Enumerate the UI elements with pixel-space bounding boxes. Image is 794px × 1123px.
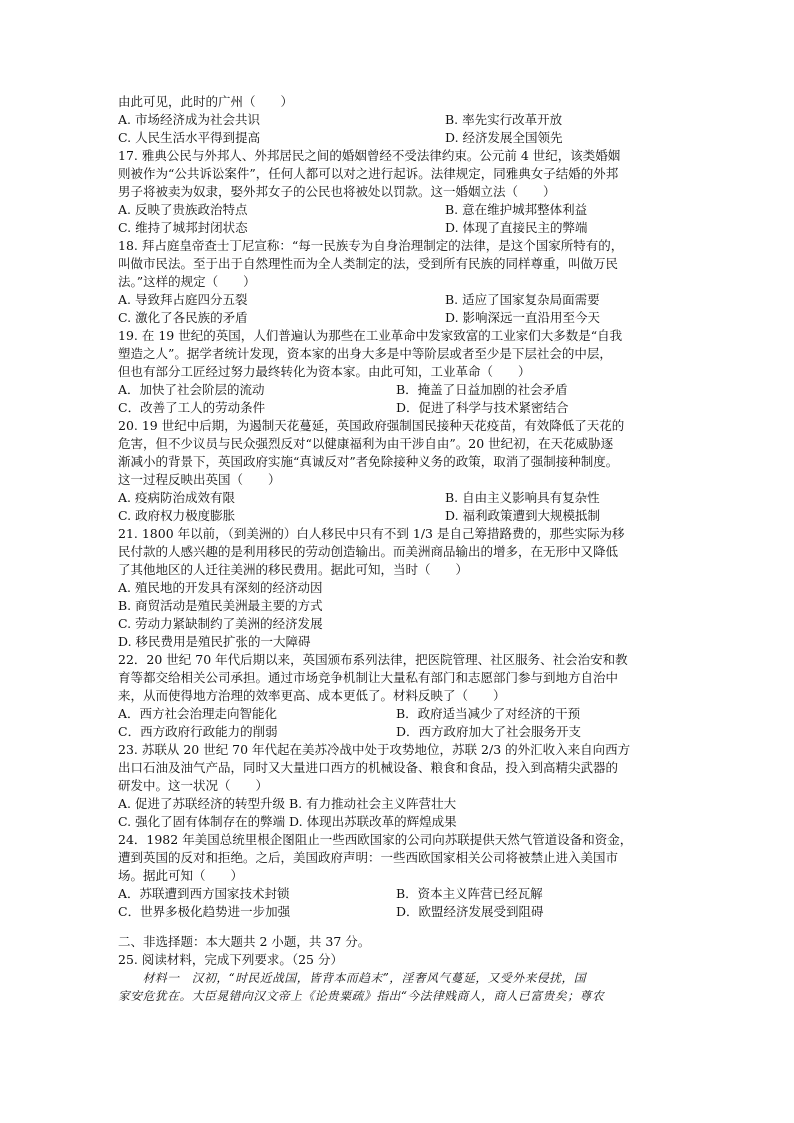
q20-option-a[interactable]: A. 疫病防治成效有限 [118,490,235,505]
q24-option-c[interactable]: C．世界多极化趋势进一步加强 [118,904,291,919]
q19-options-row-1 [118,381,678,399]
section-2-heading: 二、非选择题：本大题共 2 小题，共 37 分。 [118,934,371,949]
q24-options-row-1 [118,885,678,903]
q17-option-a[interactable]: A. 反映了贵族政治特点 [118,202,248,217]
q20-options-row-1 [118,489,678,507]
q22-options-row-2 [118,723,678,741]
q24-stem-line-2: 遭到英国的反对和拒绝。之后，美国政府声明：一些西欧国家相关公司将被禁止进入美国市 [118,850,619,865]
q18-option-c[interactable]: C. 激化了各民族的矛盾 [118,310,248,325]
q22-options-row-1 [118,705,678,723]
q21-option-b[interactable]: B. 商贸活动是殖民美洲最主要的方式 [118,598,323,613]
q17-stem-line-1: 17. 雅典公民与外邦人、外邦居民之间的婚姻曾经不受法律约束。公元前 4 世纪，该类婚姻 [118,148,621,163]
q25-title: 25. 阅读材料，完成下列要求。（25 分） [118,952,343,967]
q17-options-row-2 [118,219,678,237]
q23-options-row-2[interactable]: C. 强化了固有体制存在的弊端 D. 体现出苏联改革的辉煌成果 [118,814,457,829]
q24-stem-line-3: 场。据此可知（ ） [118,868,244,883]
q20-option-c[interactable]: C. 政府权力极度膨胀 [118,508,236,523]
q24-option-d[interactable]: D．欧盟经济发展受到阻碍 [396,904,544,919]
q16-options-row-2 [118,129,678,147]
q21-option-a[interactable]: A. 殖民地的开发具有深刻的经济动因 [118,580,323,595]
q16-option-c[interactable]: C. 人民生活水平得到提高 [118,130,261,145]
q18-options-row-2 [118,309,678,327]
q16-option-a[interactable]: A. 市场经济成为社会共识 [118,112,260,127]
q16-option-b[interactable]: B. 率先实行改革开放 [445,112,563,127]
q23-stem-line-1: 23. 苏联从 20 世纪 70 年代起在美苏冷战中处于攻势地位，苏联 2/3 的外汇收入来自向西方 [118,742,631,757]
q18-stem-line-2: 叫做市民法。至于出于自然理性而为全人类制定的法，受到所有民族的同样尊重，叫做万民 [118,256,619,271]
q24-option-a[interactable]: A．苏联遭到西方国家技术封锁 [118,886,290,901]
q19-option-d[interactable]: D．促进了科学与技术紧密结合 [396,400,569,415]
q22-option-d[interactable]: D．西方政府加大了社会服务开支 [396,724,582,739]
q22-option-b[interactable]: B．政府适当减少了对经济的干预 [396,706,581,721]
q16-options-row-1 [118,111,678,129]
q22-stem-line-1: 22．20 世纪 70 年代后期以来，英国颁布系列法律，把医院管理、社区服务、社会治安和教 [118,652,628,667]
q19-option-b[interactable]: B．掩盖了日益加剧的社会矛盾 [396,382,568,397]
q17-option-c[interactable]: C. 维持了城邦封闭状态 [118,220,248,235]
q19-stem-line-3: 但也有部分工匠经过努力最终转化为资本家。由此可知，工业革命（ ） [118,364,531,379]
q21-stem-line-1: 21. 1800 年以前，（到美洲的）白人移民中只有不到 1/3 是自己筹措路费的，那些实际为移 [118,526,625,541]
q23-stem-line-2: 出口石油及油气产品，同时又大量进口西方的机械设备、粮食和食品，投入到高精尖武器的 [118,760,619,775]
q18-option-b[interactable]: B. 适应了国家复杂局面需要 [445,292,600,307]
q18-option-d[interactable]: D. 影响深远一直沿用至今天 [445,310,601,325]
q20-option-b[interactable]: B. 自由主义影响具有复杂性 [445,490,600,505]
q20-stem-line-4: 这一过程反映出英国（ ） [118,472,281,487]
q18-option-a[interactable]: A. 导致拜占庭四分五裂 [118,292,248,307]
q25-material-line-2: 家安危犹在。大臣晁错向汉文帝上《论贵粟疏》指出“今法律贱商人，商人已富贵矣；尊农 [118,989,605,1003]
q17-option-b[interactable]: B. 意在维护城邦整体利益 [445,202,588,217]
q23-stem-line-3: 研发中。这一状况（ ） [118,778,269,793]
q22-option-c[interactable]: C．西方政府行政能力的削弱 [118,724,278,739]
q18-options-row-1 [118,291,678,309]
q19-stem-line-2: 塑造之人”。据学者统计发现，资本家的出身大多是中等阶层或者至少是下层社会的中层， [118,346,612,361]
q16-stem-end: 由此可见，此时的广州（ ） [118,94,294,109]
q23-options-row-1[interactable]: A. 促进了苏联经济的转型升级 B. 有力推动社会主义阵营壮大 [118,796,457,811]
q17-stem-line-3: 男子将被卖为奴隶，娶外邦女子的公民也将被处以罚款。这一婚姻立法（ ） [118,184,556,199]
q22-stem-line-2: 育等都交给相关公司承担。通过市场竞争机制让大量私有部门和志愿部门参与到地方自治中 [118,670,619,685]
q20-option-d[interactable]: D. 福利政策遭到大规模抵制 [445,508,601,523]
q19-option-c[interactable]: C．改善了工人的劳动条件 [118,400,266,415]
q21-option-d[interactable]: D. 移民费用是殖民扩张的一大障碍 [118,634,311,649]
q21-stem-line-2: 民付款的人感兴趣的是利用移民的劳动创造输出。而美洲商品输出的增多，在无形中又降低 [118,544,619,559]
q19-option-a[interactable]: A．加快了社会阶层的流动 [118,382,265,397]
q21-stem-line-3: 了其他地区的人迁往美洲的移民费用。据此可知，当时（ ） [118,562,469,577]
q17-stem-line-2: 则被作为“公共诉讼案件”，任何人都可以对之进行起诉。法律规定，同雅典女子结婚的外邦 [118,166,619,181]
q20-stem-line-1: 20. 19 世纪中后期，为遏制天花蔓延，英国政府强制国民接种天花疫苗，有效降低了天花的 [118,418,625,433]
q17-options-row-1 [118,201,678,219]
q24-options-row-2 [118,903,678,921]
q20-stem-line-2: 危害，但不少议员与民众强烈反对“以健康福利为由干涉自由”。20 世纪初，在天花威胁逐 [118,436,614,451]
q17-option-d[interactable]: D. 体现了直接民主的弊端 [445,220,588,235]
q24-stem-line-1: 24．1982 年美国总统里根企图阻止一些西欧国家的公司向苏联提供天然气管道设备和资金， [118,832,633,847]
q19-stem-line-1: 19. 在 19 世纪的英国，人们普遍认为那些在工业革命中发家致富的工业家们大多数是“自我 [118,328,623,343]
q25-material-line-1: 材料一 汉初，“时民近战国，皆背本而趋末”，淫奢风气蔓延，又受外来侵扰，国 [118,971,587,985]
q21-option-c[interactable]: C. 劳动力紧缺制约了美洲的经济发展 [118,616,323,631]
q19-options-row-2 [118,399,678,417]
q20-stem-line-3: 渐减小的背景下，英国政府实施“真诚反对”者免除接种义务的政策，取消了强制接种制度。 [118,454,619,469]
q22-stem-line-3: 来，从而使得地方治理的效率更高、成本更低了。材料反映了（ ） [118,688,506,703]
exam-content [118,93,678,1005]
q22-option-a[interactable]: A．西方社会治理走向智能化 [118,706,278,721]
q16-option-d[interactable]: D. 经济发展全国领先 [445,130,563,145]
q20-options-row-2 [118,507,678,525]
q18-stem-line-1: 18. 拜占庭皇帝查士丁尼宣称：“每一民族专为自身治理制定的法律，是这个国家所特有的， [118,238,624,253]
q24-option-b[interactable]: B．资本主义阵营已经瓦解 [396,886,543,901]
q18-stem-line-3: 法。”这样的规定（ ） [118,274,256,289]
